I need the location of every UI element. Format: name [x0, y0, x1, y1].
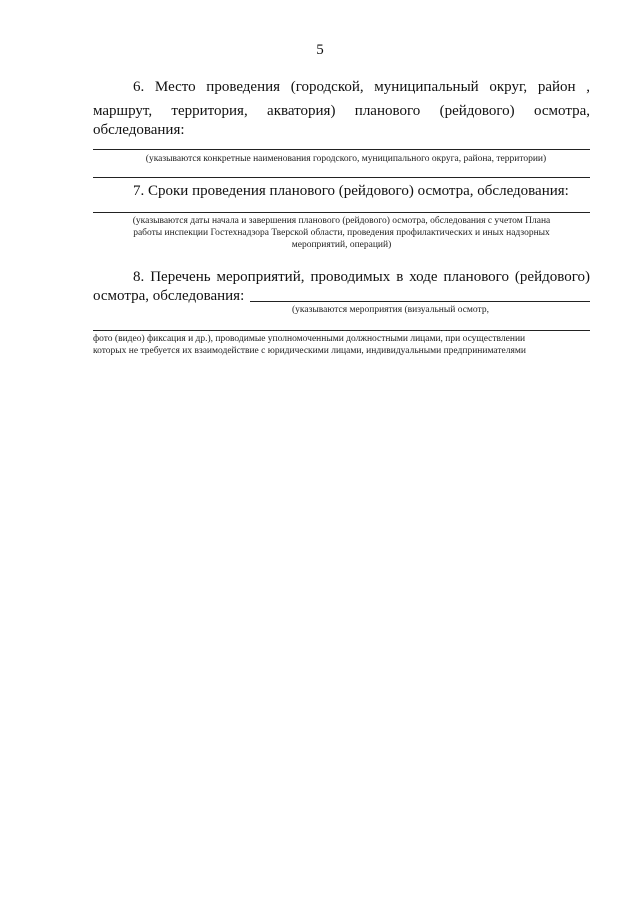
section6-blank-line-2 [93, 177, 590, 178]
section8-note-line1: фото (видео) фиксация и др.), проводимые уполномоченными должностными лицами, при осуществлении [93, 334, 526, 344]
section7-blank-line [93, 212, 590, 213]
section6-line1: 6. Место проведения (городской, муниципальный округ, район , [133, 79, 590, 95]
section8-line1: 8. Перечень мероприятий, проводимых в ходе планового (рейдового) [133, 269, 590, 285]
section8-inline-blank-line [250, 301, 590, 302]
section8-note-line2: которых не требуется их взаимодействие с юридическими лицами, индивидуальными предпринимателями [93, 346, 526, 356]
section8-blank-line [93, 330, 590, 331]
section7-note-line1: (указываются даты начала и завершения планового (рейдового) осмотра, обследования с учетом Плана [132, 216, 551, 226]
page-number: 5 [316, 42, 324, 58]
section7-note-line3: мероприятий, операций) [291, 240, 392, 250]
section7-note-line2: работы инспекции Гостехнадзора Тверской области, проведения профилактических и иных надзорных [133, 228, 550, 238]
section8-inline-note: (указываются мероприятия (визуальный осмотр, [292, 305, 489, 315]
section6-line3: обследования: [93, 122, 185, 138]
section6-note: (указываются конкретные наименования городского, муниципального округа, района, территории) [145, 154, 547, 164]
section6-blank-line [93, 149, 590, 150]
section8-line2: осмотра, обследования: [93, 288, 245, 304]
section7-line1: 7. Сроки проведения планового (рейдового) осмотра, обследования: [133, 183, 569, 199]
section6-line2: маршрут, территория, акватория) планового (рейдового) осмотра, [93, 103, 590, 119]
